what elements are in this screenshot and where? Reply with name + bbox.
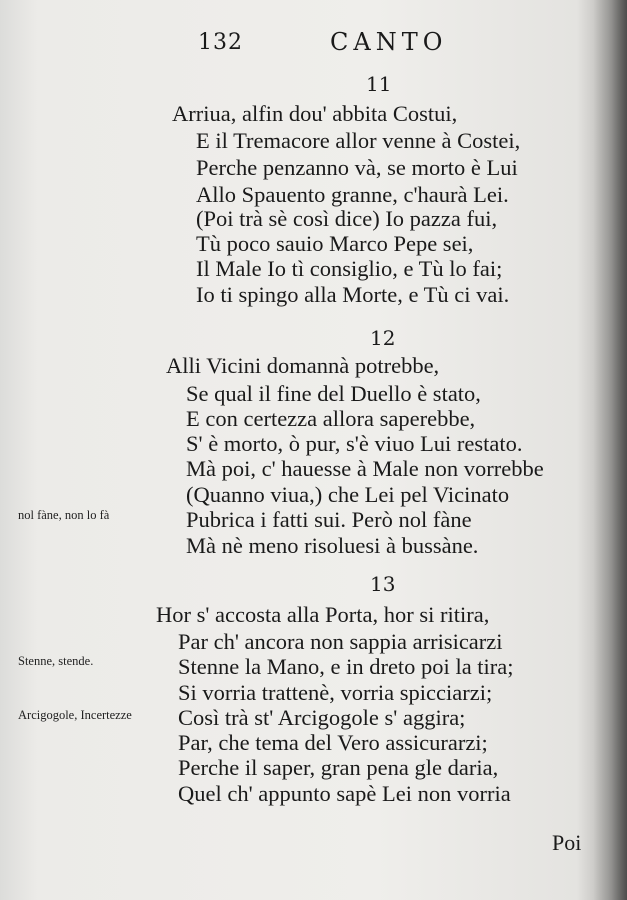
verse-line: Tù poco sauio Marco Pepe sei,	[196, 231, 474, 256]
verse-line: Perche il saper, gran pena gle daria,	[178, 755, 499, 780]
page-number: 132	[198, 30, 243, 55]
marginal-gloss: Stenne, stende.	[18, 654, 94, 668]
running-head: CANTO	[330, 28, 448, 56]
stanza-number: 12	[370, 326, 396, 350]
catchword: Poi	[552, 830, 582, 855]
stanza-number: 13	[370, 572, 396, 596]
verse-line: E il Tremacore allor venne à Costei,	[196, 128, 521, 153]
verse-line: Mà poi, c' hauesse à Male non vorrebbe	[186, 456, 544, 481]
verse-line: Hor s' accosta alla Porta, hor si ritira,	[156, 602, 490, 627]
verse-line: Perche penzanno và, se morto è Lui	[196, 155, 518, 180]
verse-line: Così trà st' Arcigogole s' aggira;	[178, 705, 466, 730]
verse-line: Stenne la Mano, e in dreto poi la tira;	[178, 654, 514, 679]
verse-line: E con certezza allora saperebbe,	[186, 406, 476, 431]
verse-line: Quel ch' appunto sapè Lei non vorria	[178, 781, 511, 806]
verse-line: Allo Spauento granne, c'haurà Lei.	[196, 182, 509, 207]
verse-line: (Quanno viua,) che Lei pel Vicinato	[186, 482, 510, 507]
gutter-shadow	[593, 0, 627, 900]
marginal-gloss: Arcigogole, Incertezze	[18, 708, 132, 722]
verse-line: Par, che tema del Vero assicurarzi;	[178, 730, 488, 755]
verse-line: Il Male Io tì consiglio, e Tù lo fai;	[196, 256, 503, 281]
stanza-number: 11	[366, 72, 392, 96]
verse-line: Se qual il fine del Duello è stato,	[186, 381, 481, 406]
verse-line: Si vorria trattenè, vorria spicciarzi;	[178, 680, 493, 705]
verse-line: (Poi trà sè così dice) Io pazza fui,	[196, 206, 498, 231]
verse-line: Pubrica i fatti sui. Però nol fàne	[186, 507, 472, 532]
verse-line: Mà nè meno risoluesi à bussàne.	[186, 533, 479, 558]
verse-line: Io ti spingo alla Morte, e Tù ci vai.	[196, 282, 510, 307]
verse-line: Par ch' ancora non sappia arrisicarzi	[178, 629, 503, 654]
marginal-gloss: nol fàne, non lo fà	[18, 508, 110, 522]
verse-line: Arriua, alfin dou' abbita Costui,	[172, 101, 458, 126]
verse-line: Alli Vicini domannà potrebbe,	[166, 353, 440, 378]
verse-line: S' è morto, ò pur, s'è viuo Lui restato.	[186, 431, 523, 456]
